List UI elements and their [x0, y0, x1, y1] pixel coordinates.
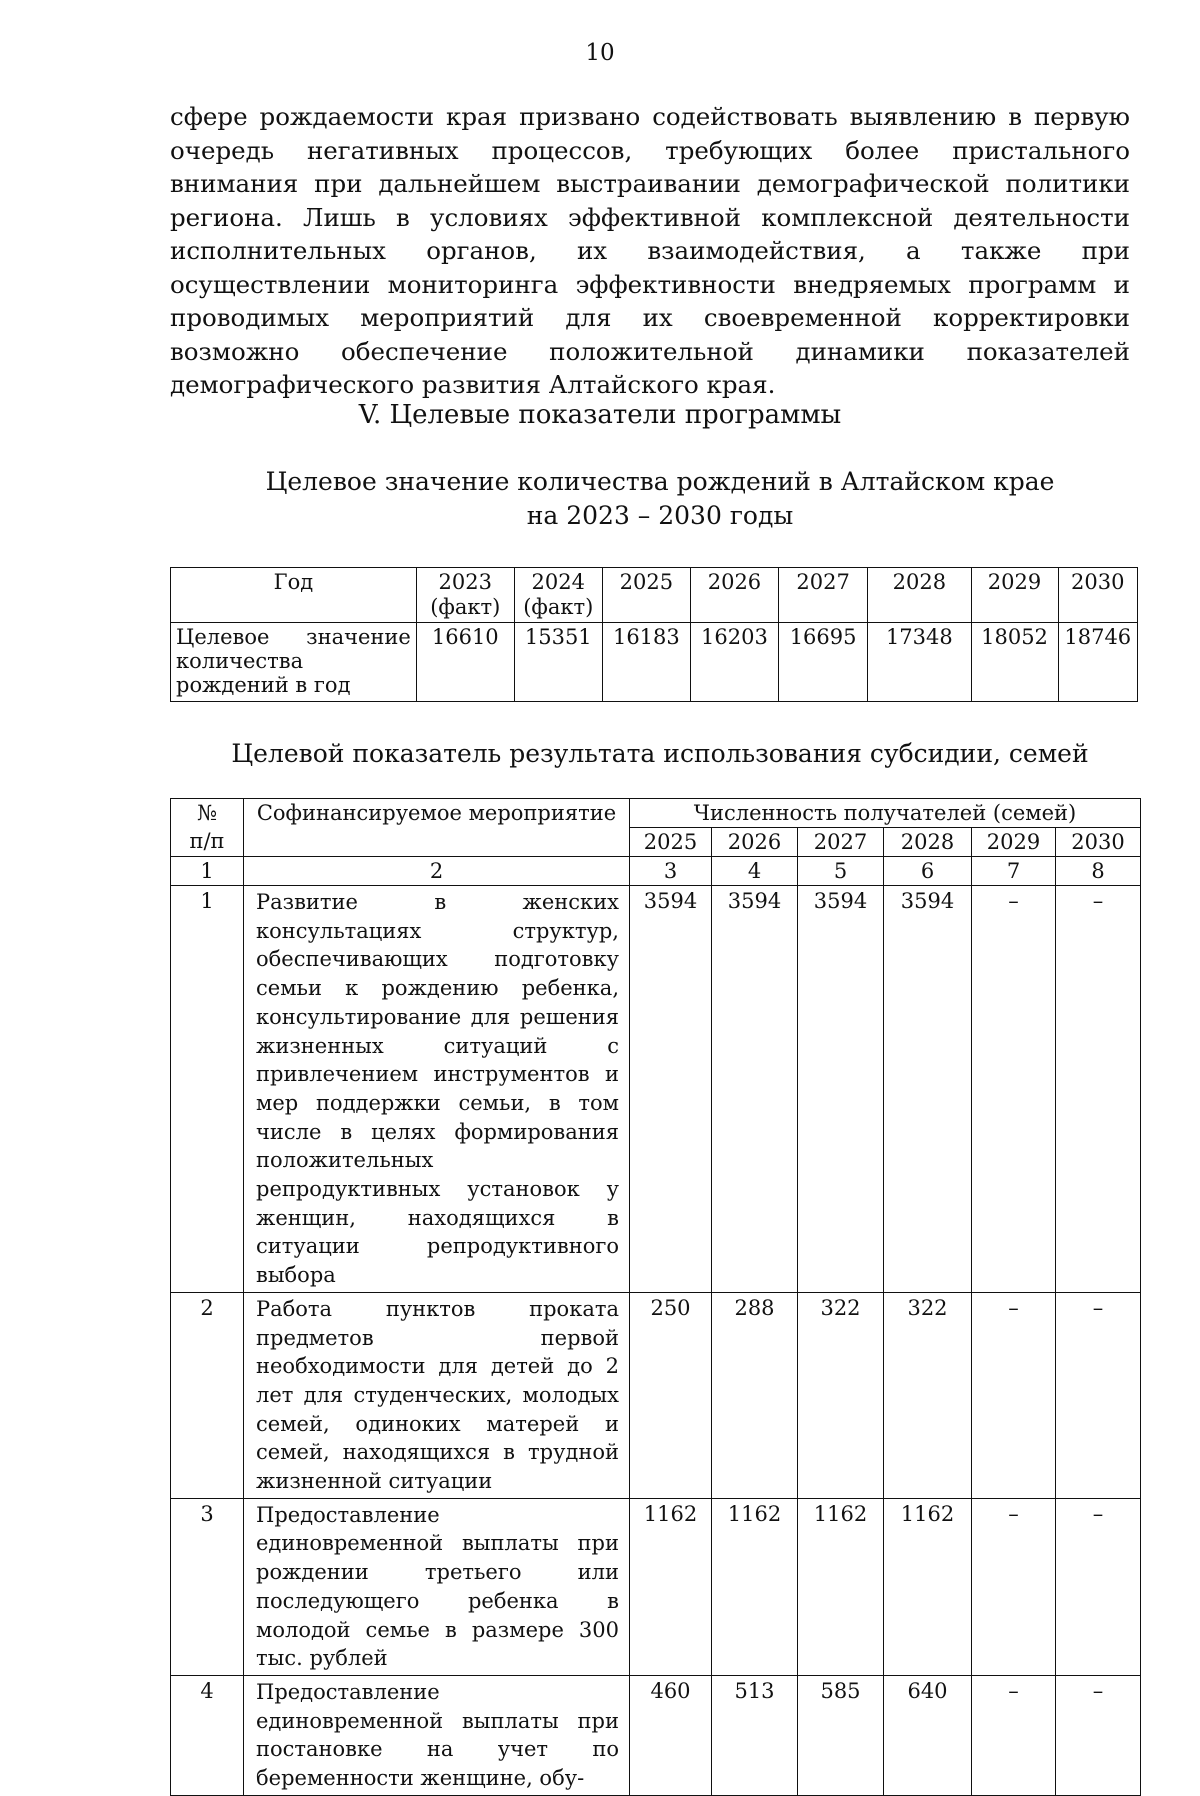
year-header: 2025 [630, 828, 712, 857]
col-num-header [171, 799, 244, 857]
row-number: 2 [171, 1292, 244, 1498]
row-value: – [1056, 1675, 1141, 1795]
year-header: 2028 [884, 828, 972, 857]
row-value: – [972, 1292, 1056, 1498]
row-description: Работа пунктов проката предметов первой необходимости для детей до 2 лет для студенческих, молодых семей, одиноких матерей и семей, находящихся в трудной жизненной ситуации [244, 1292, 630, 1498]
row-description: Развитие в женских консультациях структур, обеспечивающих подготовку семьи к рождению ребенка, консультирование для решения жизненных ситуаций с привлечением инструментов и мер поддержки семьи, в том числе в целях формирования положительных репродуктивных установок у женщин, находящихся в ситуации репродуктивного выбора [244, 886, 630, 1293]
year-value: 2027 [796, 570, 850, 594]
row-number: 1 [171, 886, 244, 1293]
year-cell [690, 568, 778, 623]
row-value: 1162 [884, 1498, 972, 1675]
year-cell [779, 568, 868, 623]
intro-paragraph: сфере рождаемости края призвано содействовать выявлению в первую очередь негативных процессов, требующих более пристального внимания при дальнейшем выстраивании демографической политики региона. Лишь в условиях эффективной комплексной деятельности исполнительных органов, их взаимодействия, а также при осуществлении мониторинга эффективности внедряемых программ и проводимых мероприятий для их своевременной корректировки возможно обеспечение положительной динамики показателей демографического развития Алтайского края. [170, 102, 1130, 399]
row-value: 1162 [630, 1498, 712, 1675]
year-value: 2025 [619, 570, 674, 594]
row-description: Предоставление единовременной выплаты при рождении третьего или последующего ребенка в молодой семье в размере 300 тыс. рублей [244, 1498, 630, 1675]
year-header: 2026 [712, 828, 798, 857]
year-header: 2029 [972, 828, 1056, 857]
row-value: 1162 [798, 1498, 884, 1675]
table-row [171, 1498, 1141, 1675]
year-header: 2027 [798, 828, 884, 857]
year-header-cell: Год [171, 568, 417, 623]
births-table-title-line2: на 2023 – 2030 годы [526, 501, 794, 530]
year-cell [1058, 568, 1137, 623]
births-value-cell: 15351 [514, 623, 602, 702]
table-row [171, 1292, 1141, 1498]
year-value: 2023 [438, 570, 492, 594]
births-value-cell: 16610 [416, 623, 514, 702]
births-row-label: Целевое значение количества рождений в год [171, 623, 417, 702]
year-value: 2026 [707, 570, 762, 594]
births-value-cell: 16203 [690, 623, 778, 702]
subsidy-header-row [171, 799, 1141, 828]
row-value: – [972, 1675, 1056, 1795]
year-value: 2030 [1071, 570, 1125, 594]
row-number: 4 [171, 1675, 244, 1795]
births-value-cell: 16695 [779, 623, 868, 702]
column-number: 7 [972, 857, 1056, 886]
column-number: 5 [798, 857, 884, 886]
col-event-header: Софинансируемое мероприятие [244, 799, 630, 857]
table-row [171, 886, 1141, 1293]
row-value: – [1056, 1292, 1141, 1498]
births-value-cell: 18052 [971, 623, 1058, 702]
row-description: Предоставление единовременной выплаты при постановке на учет по беременности женщине, обу- [244, 1675, 630, 1795]
row-value: 3594 [712, 886, 798, 1293]
row-value: – [972, 1498, 1056, 1675]
births-value-cell: 18746 [1058, 623, 1137, 702]
births-values-row [171, 623, 1138, 702]
column-number: 2 [244, 857, 630, 886]
row-value: 513 [712, 1675, 798, 1795]
subsidy-target-table [170, 798, 1141, 1796]
table-row [171, 1675, 1141, 1795]
row-value: 3594 [884, 886, 972, 1293]
year-cell [868, 568, 971, 623]
column-number: 6 [884, 857, 972, 886]
column-number-row [171, 857, 1141, 886]
row-value: 250 [630, 1292, 712, 1498]
column-number: 4 [712, 857, 798, 886]
column-number: 1 [171, 857, 244, 886]
row-value: 1162 [712, 1498, 798, 1675]
row-number: 3 [171, 1498, 244, 1675]
row-value: – [972, 886, 1056, 1293]
births-year-row [171, 568, 1138, 623]
births-table-title [60, 465, 1200, 533]
year-value: 2029 [987, 570, 1042, 594]
col-group-header: Численность получателей (семей) [630, 799, 1141, 828]
year-cell [514, 568, 602, 623]
col-num-header-line2: п/п [189, 829, 225, 853]
row-value: 3594 [798, 886, 884, 1293]
births-value-cell: 16183 [602, 623, 690, 702]
section-heading: V. Целевые показатели программы [358, 400, 842, 430]
year-header: 2030 [1056, 828, 1141, 857]
column-number: 8 [1056, 857, 1141, 886]
births-table-title-line1: Целевое значение количества рождений в Алтайском крае [265, 467, 1055, 496]
year-cell [416, 568, 514, 623]
row-value: 585 [798, 1675, 884, 1795]
row-value: – [1056, 886, 1141, 1293]
row-value: – [1056, 1498, 1141, 1675]
page-number: 10 [585, 40, 615, 66]
births-value-cell: 17348 [868, 623, 971, 702]
row-value: 460 [630, 1675, 712, 1795]
year-note: (факт) [523, 595, 594, 619]
year-cell [971, 568, 1058, 623]
year-value: 2028 [892, 570, 947, 594]
row-value: 322 [798, 1292, 884, 1498]
row-value: 288 [712, 1292, 798, 1498]
column-number: 3 [630, 857, 712, 886]
year-cell [602, 568, 690, 623]
row-value: 640 [884, 1675, 972, 1795]
births-target-table [170, 567, 1138, 702]
subsidy-table-title: Целевой показатель результата использования субсидии, семей [231, 739, 1089, 768]
year-value: 2024 [531, 570, 585, 594]
year-note: (факт) [430, 595, 501, 619]
col-num-header-line1: № [197, 801, 217, 825]
row-value: 3594 [630, 886, 712, 1293]
row-value: 322 [884, 1292, 972, 1498]
